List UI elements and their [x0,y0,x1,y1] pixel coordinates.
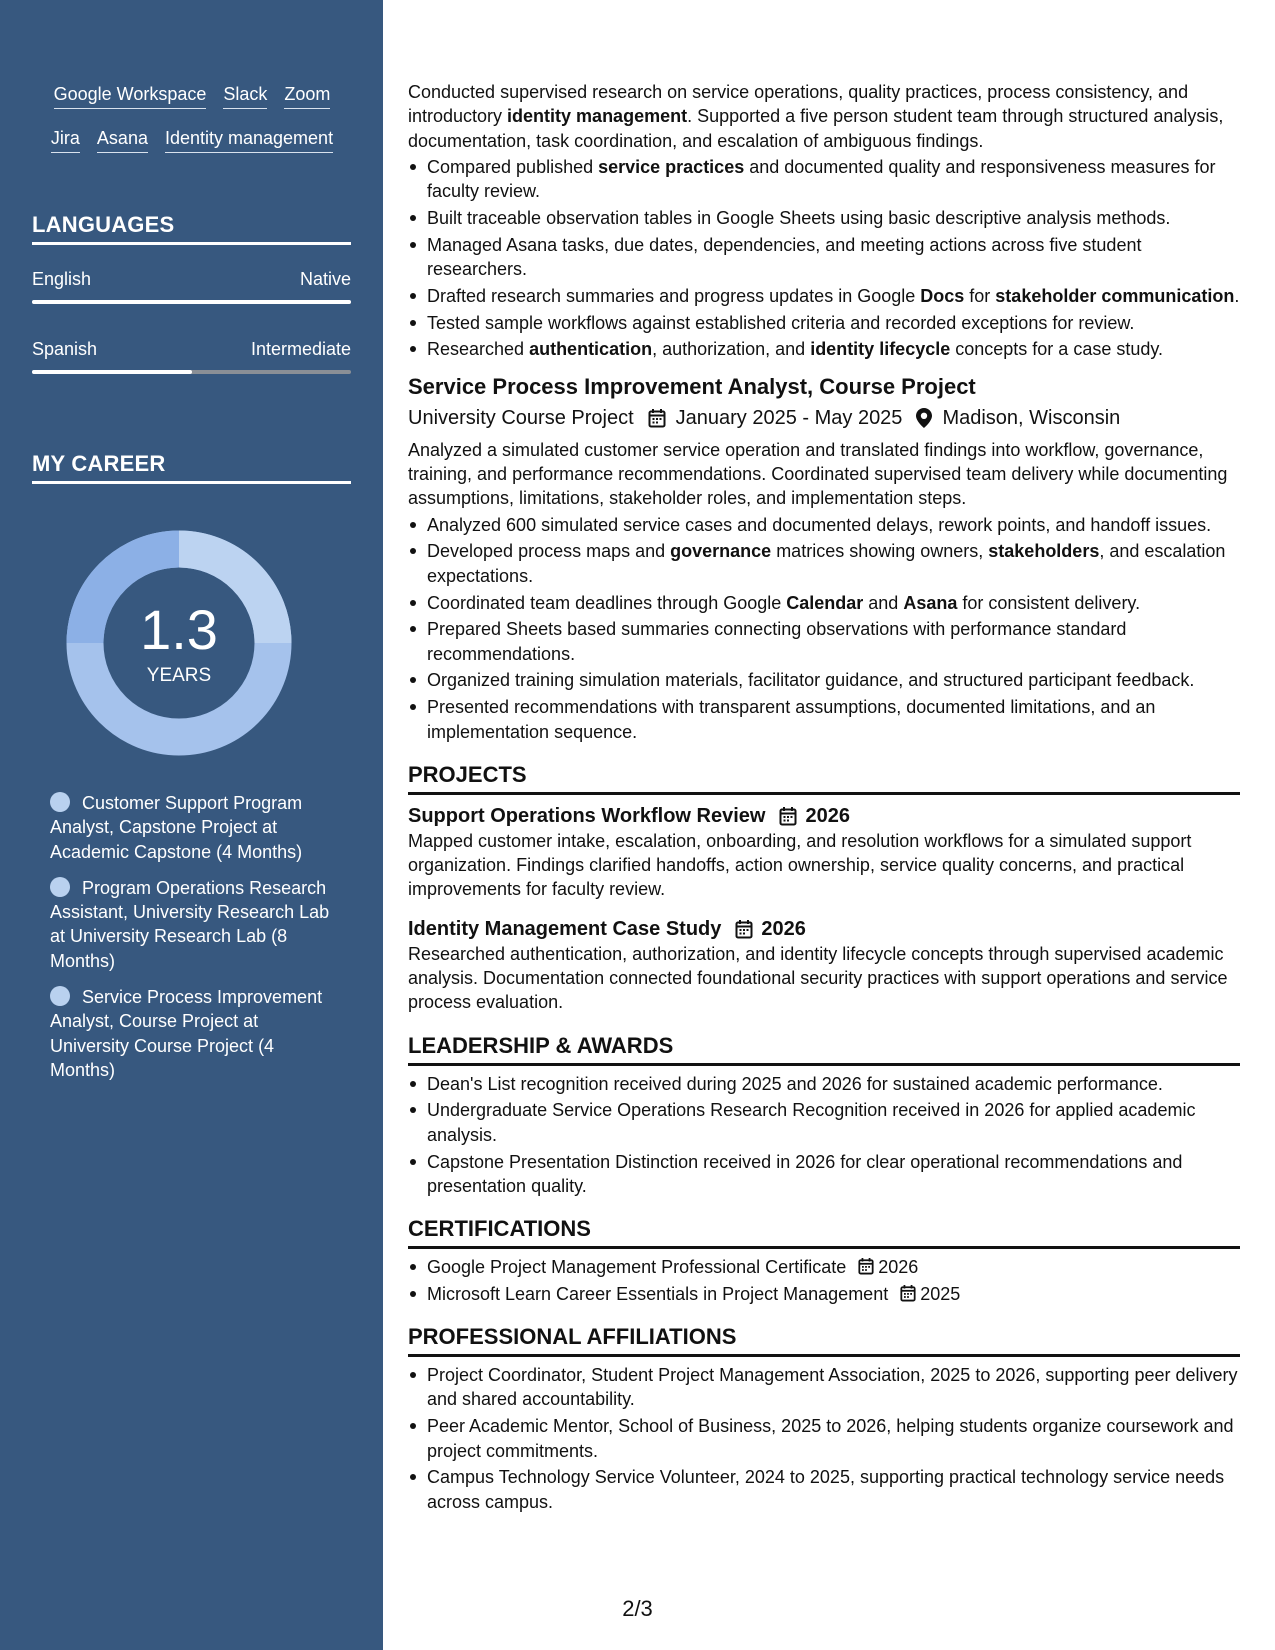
skills-list [32,82,352,170]
awards-heading: LEADERSHIP & AWARDS [408,1032,1240,1066]
languages-heading: LANGUAGES [32,212,351,245]
award-item: Dean's List recognition received during 2025 and 2026 for sustained academic performance. [408,1072,1240,1096]
affiliations-list [408,1363,1240,1514]
language-spanish [32,337,351,374]
career-dot-icon [50,877,70,897]
job-bullet: Presented recommendations with transparent assumptions, documented limitations, and an implementation sequence. [408,695,1240,744]
language-name: Spanish [32,339,98,359]
language-proficiency-fill [32,300,351,304]
skill-tag: Identity management [165,126,333,153]
job-bullet: Compared published service practices and documented quality and responsiveness measures for faculty review. [408,155,1240,204]
career-list [50,791,340,1094]
language-level: Intermediate [250,339,351,359]
job-bullet: Developed process maps and governance matrices showing owners, stakeholders, and escalation expectations. [408,539,1240,588]
project-description: Mapped customer intake, escalation, onboarding, and resolution workflows for a simulated support organization. Findings clarified handoffs, action ownership, service quality concerns, and practical improvements for faculty review. [408,830,1192,900]
career-years-label: YEARS [146,665,212,686]
career-years-donut [66,530,292,756]
skill-tag: Google Workspace [54,82,207,109]
career-item-text: Program Operations Research Assistant, University Research Lab at University Research Lab (8 Months) [50,877,330,971]
job-bullet: Prepared Sheets based summaries connecting observations with performance standard recommendations. [408,617,1240,666]
career-item [50,985,340,1082]
affiliation-item: Project Coordinator, Student Project Management Association, 2025 to 2026, supporting peer delivery and shared accountability. [408,1363,1240,1412]
affiliation-item: Campus Technology Service Volunteer, 2024 to 2025, supporting practical technology service needs across campus. [408,1465,1240,1514]
language-name: English [32,269,92,289]
job-bullet: Built traceable observation tables in Google Sheets using basic descriptive analysis methods. [408,206,1240,230]
skills-row [32,82,352,109]
career-item [50,876,340,973]
language-proficiency-bar [32,370,351,374]
skill-tag: Asana [97,126,148,153]
job-bullet: Managed Asana tasks, due dates, dependencies, and meeting actions across five student researchers. [408,233,1240,282]
career-dot-icon [50,986,70,1006]
affiliation-item: Peer Academic Mentor, School of Business, 2025 to 2026, helping students organize coursework and project commitments. [408,1414,1240,1463]
job-bullet: Coordinated team deadlines through Google Calendar and Asana for consistent delivery. [408,591,1240,615]
language-proficiency-bar [32,300,351,304]
job-description: Conducted supervised research on service operations, quality practices, process consistency, and introductory identity management. Supported a five person student team through structured analysis, documentation, task coordination, and escalation of ambiguous findings. [408,82,1224,151]
job-bullets [408,513,1240,744]
career-item-text: Service Process Improvement Analyst, Course Project at University Course Project (4 Months) [50,987,323,1080]
award-item: Capstone Presentation Distinction received in 2026 for clear operational recommendations and presentation quality. [408,1150,1240,1199]
project-year: 2026 [805,804,850,827]
job-bullet: Analyzed 600 simulated service cases and documented delays, rework points, and handoff issues. [408,513,1240,537]
certifications-heading: CERTIFICATIONS [408,1215,1240,1249]
skills-row [32,126,352,153]
calendar-icon [900,1284,916,1302]
projects-heading: PROJECTS [408,761,1240,795]
certification-year: 2025 [920,1283,961,1304]
project-name: Support Operations Workflow Review [408,804,766,827]
calendar-icon [858,1257,874,1275]
certification-year: 2026 [878,1257,919,1278]
main-content [408,80,1240,1516]
career-item [50,791,340,864]
skill-tag: Slack [223,82,267,109]
calendar-icon [779,806,797,826]
skill-tag: Zoom [284,82,330,109]
certification-name: Google Project Management Professional Certificate [427,1257,847,1278]
career-years-value: 1.3 [140,598,218,661]
language-english [32,267,351,304]
certifications-list [408,1255,1240,1306]
certification-item [408,1282,1240,1306]
certification-item [408,1255,1240,1279]
job-bullets [408,155,1240,362]
job-bullet: Tested sample workflows against established criteria and recorded exceptions for review. [408,311,1240,335]
sidebar [0,0,383,1650]
skill-tag: Jira [51,126,80,153]
affiliations-heading: PROFESSIONAL AFFILIATIONS [408,1323,1240,1357]
job-bullet: Organized training simulation materials, facilitator guidance, and structured participant feedback. [408,668,1240,692]
career-item-text: Customer Support Program Analyst, Capstone Project at Academic Capstone (4 Months) [50,793,303,862]
award-item: Undergraduate Service Operations Research Recognition received in 2026 for applied academic analysis. [408,1098,1240,1147]
job-location: Madison, Wisconsin [942,406,1121,429]
language-level: Native [299,269,351,289]
job-title: Service Process Improvement Analyst, Course Project [408,373,976,399]
job-bullet: Drafted research summaries and progress updates in Google Docs for stakeholder communication. [408,284,1240,308]
calendar-icon [648,408,666,428]
career-heading: MY CAREER [32,451,351,484]
job-description: Analyzed a simulated customer service operation and translated findings into workflow, governance, training, and performance recommendations. Coordinated supervised team delivery while documenting assumptions, limitations, stakeholder roles, and implementation steps. [408,439,1228,509]
career-dot-icon [50,792,70,812]
job-company: University Course Project [408,406,634,429]
project-title [408,803,1240,829]
project-name: Identity Management Case Study [408,917,722,940]
project-year: 2026 [761,917,806,940]
awards-list [408,1072,1240,1198]
calendar-icon [735,919,753,939]
location-pin-icon [916,408,932,428]
page-number: 2/3 [622,1596,653,1621]
project-description: Researched authentication, authorization, and identity lifecycle concepts through supervised academic analysis. Documentation connected foundational security practices with support operations and service process evaluation. [408,943,1228,1013]
certification-name: Microsoft Learn Career Essentials in Project Management [427,1283,889,1304]
job-bullet: Researched authentication, authorization, and identity lifecycle concepts for a case study. [408,337,1240,361]
job-meta [408,405,1240,431]
language-proficiency-fill [32,370,192,374]
project-title [408,916,1240,942]
job-dates: January 2025 - May 2025 [675,406,903,429]
